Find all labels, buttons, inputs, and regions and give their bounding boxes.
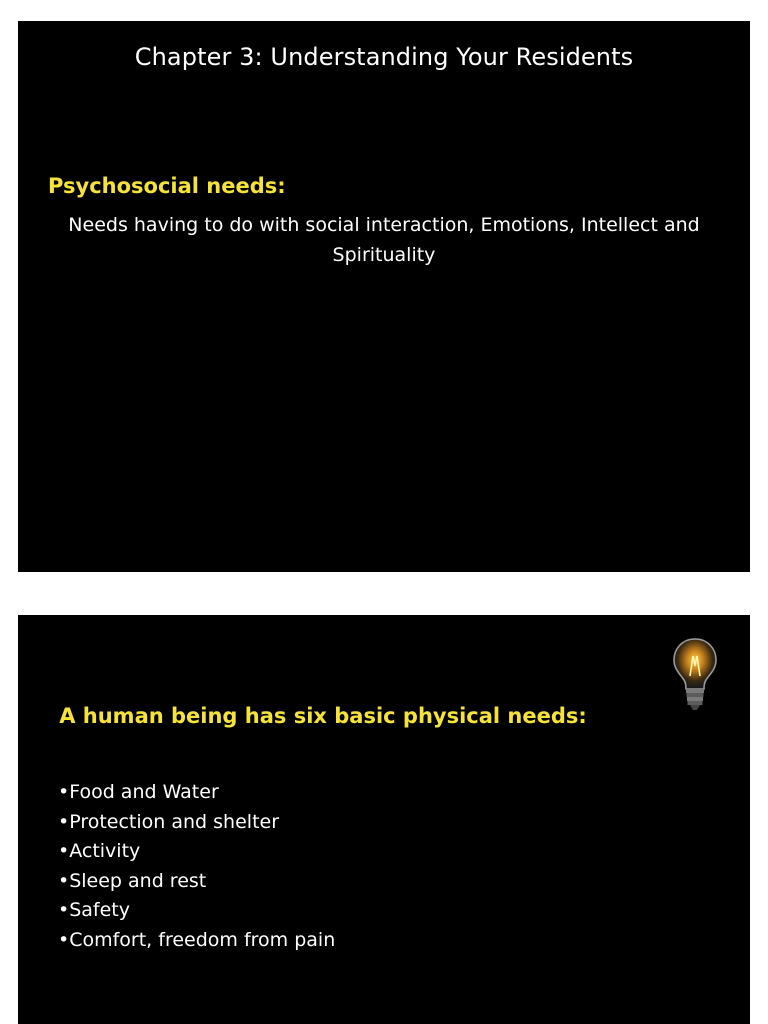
physical-needs-heading: A human being has six basic physical needs: xyxy=(59,704,587,728)
physical-needs-list xyxy=(58,778,335,955)
psychosocial-needs-heading: Psychosocial needs: xyxy=(48,174,286,198)
list-item: •Protection and shelter xyxy=(58,810,280,833)
list-item: •Sleep and rest xyxy=(58,869,207,892)
slide-chapter-3 xyxy=(18,21,750,572)
slide-title: Chapter 3: Understanding Your Residents xyxy=(134,43,634,71)
list-item: •Food and Water xyxy=(58,781,219,803)
slide-physical-needs xyxy=(18,615,750,1024)
psychosocial-needs-definition: Needs having to do with social interaction, Emotions, Intellect and Spirituality xyxy=(68,214,700,266)
list-item: •Activity xyxy=(58,840,141,862)
list-item: •Safety xyxy=(58,899,130,921)
lightbulb-icon xyxy=(670,636,720,712)
list-item: •Comfort, freedom from pain xyxy=(58,928,336,951)
